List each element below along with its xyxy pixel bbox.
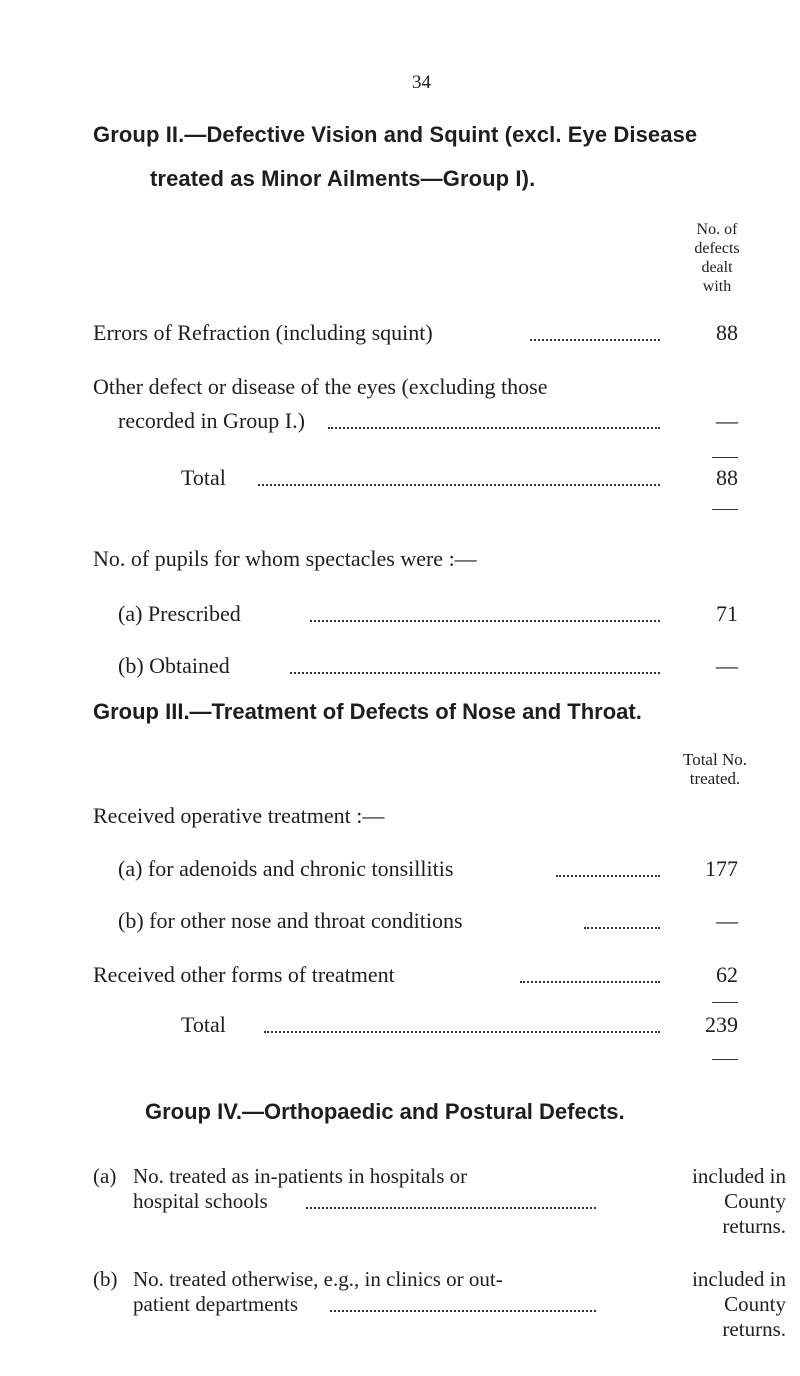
value-line: returns. — [722, 1214, 786, 1238]
group3-column-header — [650, 750, 780, 788]
leader-dots — [584, 927, 660, 929]
row-value-other-defect: — — [716, 408, 738, 433]
row-label-errors-refraction: Errors of Refraction (including squint) — [93, 320, 433, 345]
group3-heading: Group III.—Treatment of Defects of Nose and Throat. — [93, 699, 642, 724]
column-header-line: defects — [694, 240, 740, 257]
row-value-inpatients — [620, 1164, 786, 1239]
group2-heading-line1: Group II.—Defective Vision and Squint (excl. Eye Disease — [93, 122, 698, 147]
leader-dots — [264, 1031, 660, 1033]
page-number: 34 — [412, 72, 431, 93]
sum-rule — [712, 457, 738, 458]
value-line: included in — [692, 1267, 786, 1291]
row-label-otherwise-line1: No. treated otherwise, e.g., in clinics or out- — [133, 1267, 503, 1291]
group2-column-header — [662, 220, 772, 296]
row-label-group3-total: Total — [181, 1012, 226, 1037]
leader-dots — [330, 1310, 596, 1312]
row-value-obtained: — — [716, 653, 738, 678]
leader-dots — [310, 620, 660, 622]
row-label-inpatients-line1: No. treated as in-patients in hospitals or — [133, 1164, 468, 1188]
row-label-total: Total — [181, 465, 226, 490]
leader-dots — [556, 875, 660, 877]
row-label-other-nose-throat: (b) for other nose and throat conditions — [118, 908, 463, 933]
value-line: County — [724, 1189, 786, 1213]
row-marker-b: (b) — [93, 1267, 118, 1291]
row-label-other-defect-line2: recorded in Group I.) — [118, 408, 305, 433]
row-label-obtained: (b) Obtained — [118, 653, 230, 678]
leader-dots — [328, 427, 660, 429]
leader-dots — [530, 339, 660, 341]
value-line: included in — [692, 1164, 786, 1188]
operative-intro: Received operative treatment :— — [93, 803, 385, 828]
column-header-line: treated. — [689, 769, 741, 788]
row-label-adenoids: (a) for adenoids and chronic tonsillitis — [118, 856, 454, 881]
row-value-other-forms: 62 — [716, 962, 738, 987]
row-value-errors-refraction: 88 — [716, 320, 738, 345]
leader-dots — [306, 1207, 596, 1209]
value-line: returns. — [722, 1317, 786, 1341]
column-header-line: dealt — [701, 259, 733, 276]
column-header-line: No. of — [696, 221, 738, 238]
column-header-line: with — [702, 278, 732, 295]
row-label-other-forms: Received other forms of treatment — [93, 962, 395, 987]
leader-dots — [520, 981, 660, 983]
row-label-other-defect-line1: Other defect or disease of the eyes (excluding those — [93, 374, 548, 399]
row-value-other-nose-throat: — — [716, 908, 738, 933]
sum-rule — [712, 509, 738, 510]
group4-heading: Group IV.—Orthopaedic and Postural Defects. — [145, 1099, 625, 1124]
row-value-group3-total: 239 — [705, 1012, 738, 1037]
sum-rule — [712, 1059, 738, 1060]
row-value-total: 88 — [716, 465, 738, 490]
row-label-inpatients-line2: hospital schools — [133, 1189, 268, 1213]
row-value-otherwise — [620, 1267, 786, 1342]
group2-heading-line2: treated as Minor Ailments—Group I). — [150, 166, 536, 191]
row-value-adenoids: 177 — [705, 856, 738, 881]
row-label-prescribed: (a) Prescribed — [118, 601, 241, 626]
row-marker-a: (a) — [93, 1164, 117, 1188]
leader-dots — [258, 484, 660, 486]
row-value-prescribed: 71 — [716, 601, 738, 626]
spectacles-intro: No. of pupils for whom spectacles were :— — [93, 546, 477, 571]
leader-dots — [290, 672, 660, 674]
column-header-line: Total No. — [683, 750, 747, 769]
row-label-otherwise-line2: patient departments — [133, 1292, 299, 1316]
sum-rule — [712, 1002, 738, 1003]
value-line: County — [724, 1292, 786, 1316]
